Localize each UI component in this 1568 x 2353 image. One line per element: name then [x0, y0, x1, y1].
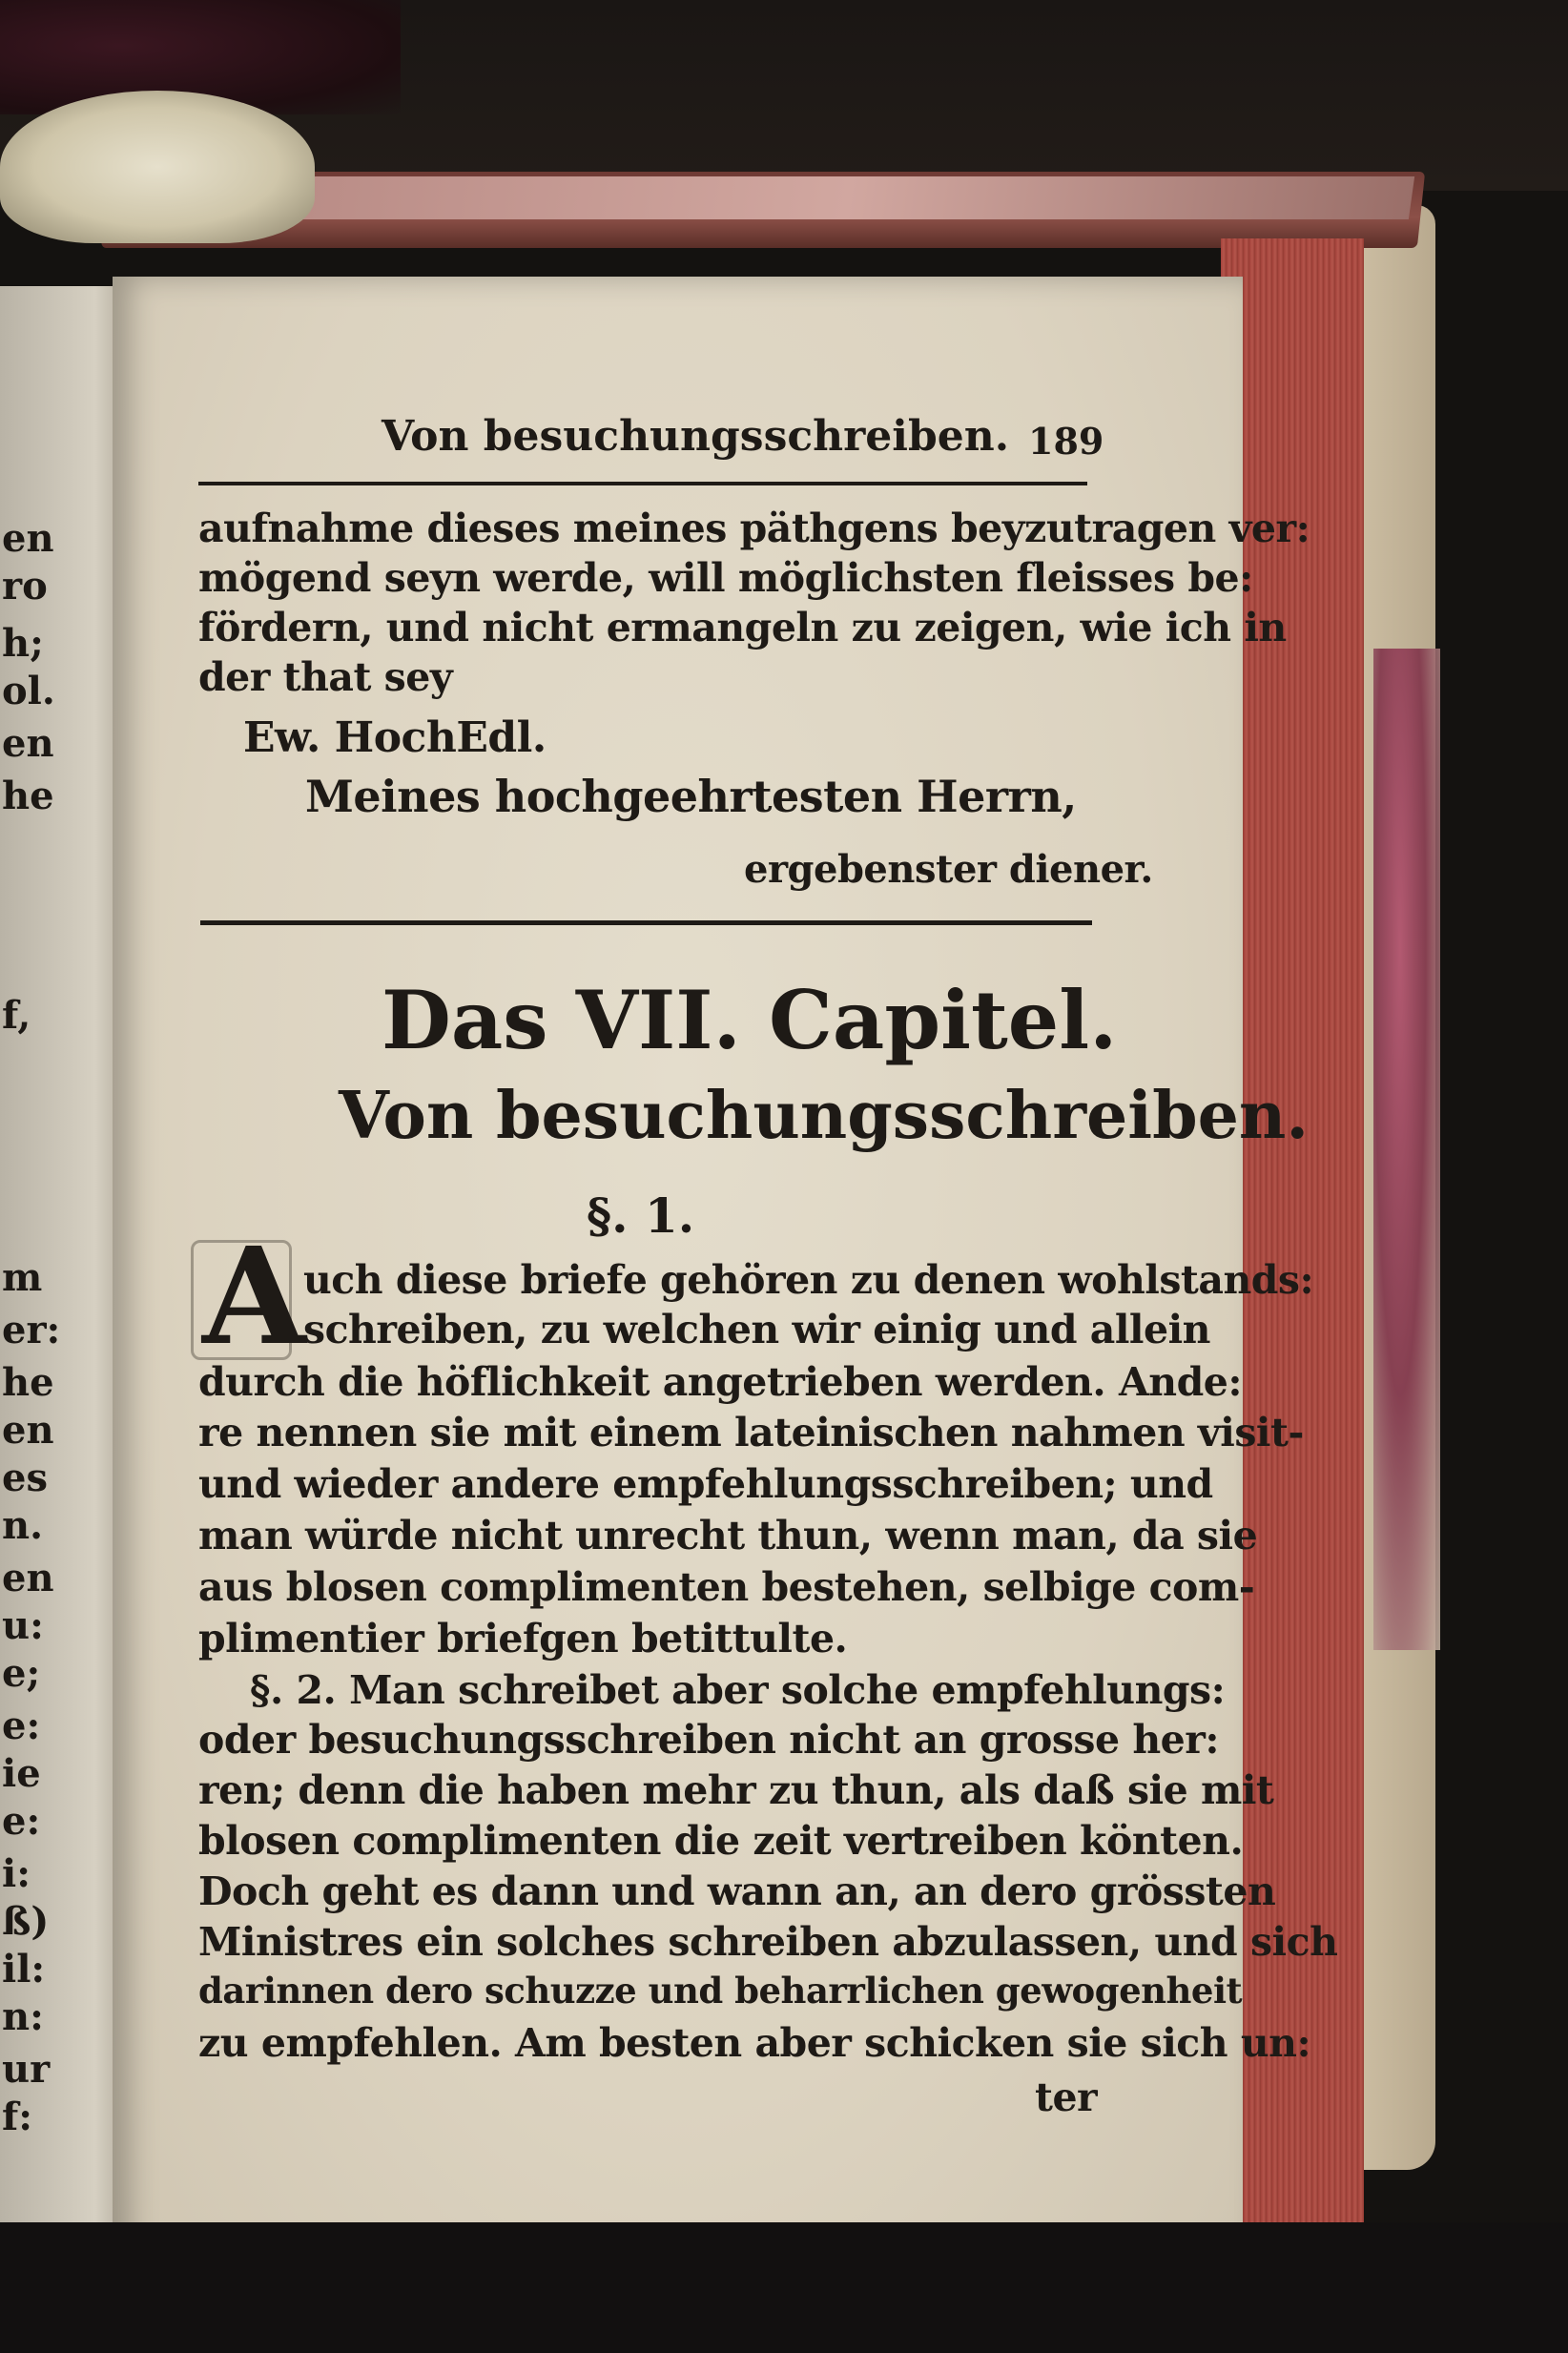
paragraph-line: Doch geht es dann und wann an, an dero grössten [198, 1868, 1276, 1914]
left-page-text-fragment: en [2, 721, 54, 766]
address: Meines hochgeehrtesten Herrn, [305, 771, 1077, 822]
paragraph-line: ren; denn die haben mehr zu thun, als daß sie mit [198, 1767, 1274, 1813]
paragraph-line: oder besuchungsschreiben nicht an grosse her: [198, 1717, 1220, 1763]
left-page-text-fragment: ro [2, 564, 48, 609]
salutation: Ew. HochEdl. [243, 713, 547, 762]
left-page-text-fragment: n: [2, 1994, 44, 2039]
left-page-text-fragment: il: [2, 1947, 46, 1992]
paragraph-line: und wieder andere empfehlungsschreiben; und [198, 1461, 1213, 1507]
paragraph-line: schreiben, zu welchen wir einig und allein [303, 1307, 1210, 1352]
left-page-text-fragment: ie [2, 1751, 41, 1796]
bottom-shadow [0, 2222, 1568, 2353]
paragraph-line: Ministres ein solches schreiben abzulassen, und sich [198, 1919, 1338, 1965]
closing-line: fördern, und nicht ermangeln zu zeigen, wie ich in [198, 605, 1287, 650]
chapter-rule [200, 920, 1092, 925]
left-page-text-fragment: e: [2, 1799, 41, 1844]
catchword: ter [1035, 2074, 1098, 2120]
chapter-subtitle: Von besuchungsschreiben. [339, 1078, 1310, 1154]
left-page-text-fragment: f: [2, 2095, 32, 2139]
left-page-text-fragment: i: [2, 1851, 31, 1896]
marbled-endpaper [1373, 649, 1440, 1650]
left-page-text-fragment: h; [2, 621, 44, 666]
left-page-text-fragment: en [2, 1556, 54, 1600]
paragraph-line: plimentier briefgen betittulte. [198, 1616, 848, 1662]
closing-line: aufnahme dieses meines päthgens beyzutragen ver: [198, 506, 1310, 551]
drop-cap: A [202, 1219, 306, 1375]
paragraph-line: blosen complimenten die zeit vertreiben könten. [198, 1818, 1244, 1864]
paragraph-line: durch die höflichkeit angetrieben werden. Ande: [198, 1359, 1242, 1405]
paragraph-line: §. 2. Man schreibet aber solche empfehlungs: [250, 1667, 1226, 1713]
left-page-text-fragment: n. [2, 1503, 44, 1548]
book-top-board [283, 176, 1414, 219]
closing-line: der that sey [198, 654, 453, 700]
left-page-text-fragment: u: [2, 1603, 44, 1648]
left-page-text-fragment: f, [2, 993, 31, 1038]
paragraph-line: man würde nicht unrecht thun, wenn man, da sie [198, 1513, 1258, 1558]
left-page-text-fragment: e: [2, 1703, 41, 1748]
section-mark: §. 1. [587, 1187, 695, 1244]
cloth-bookmark [0, 91, 315, 243]
paragraph-line: uch diese briefe gehören zu denen wohlstands: [303, 1257, 1314, 1303]
header-rule [198, 482, 1087, 485]
paragraph-line: darinnen dero schuzze und beharrlichen gewogenheit [198, 1970, 1243, 2012]
left-page-text-fragment: he [2, 1360, 54, 1405]
left-page-text-fragment: ur [2, 2047, 51, 2092]
chapter-title: Das VII. Capitel. [382, 973, 1118, 1067]
left-page-text-fragment: ß) [2, 1899, 50, 1944]
paragraph-line: re nennen sie mit einem lateinischen nahmen visit- [198, 1410, 1304, 1455]
paragraph-line: aus blosen complimenten bestehen, selbige com- [198, 1564, 1255, 1610]
paragraph-line: zu empfehlen. Am besten aber schicken sie sich un: [198, 2020, 1311, 2066]
closing-line: mögend seyn werde, will möglichsten fleisses be: [198, 555, 1253, 601]
page-number: 189 [1028, 420, 1104, 463]
left-page-text-fragment: e; [2, 1651, 41, 1696]
left-page-text-fragment: er: [2, 1308, 61, 1352]
left-page-text-fragment: ol. [2, 669, 55, 713]
left-page-text-fragment: en [2, 1408, 54, 1453]
signature: ergebenster diener. [744, 847, 1153, 892]
left-page-text-fragment: he [2, 774, 54, 818]
left-page-text-fragment: m [2, 1255, 43, 1300]
left-page-text-fragment: en [2, 516, 54, 561]
running-head: Von besuchungsschreiben. [382, 412, 1010, 461]
left-page-text-fragment: es [2, 1455, 48, 1500]
